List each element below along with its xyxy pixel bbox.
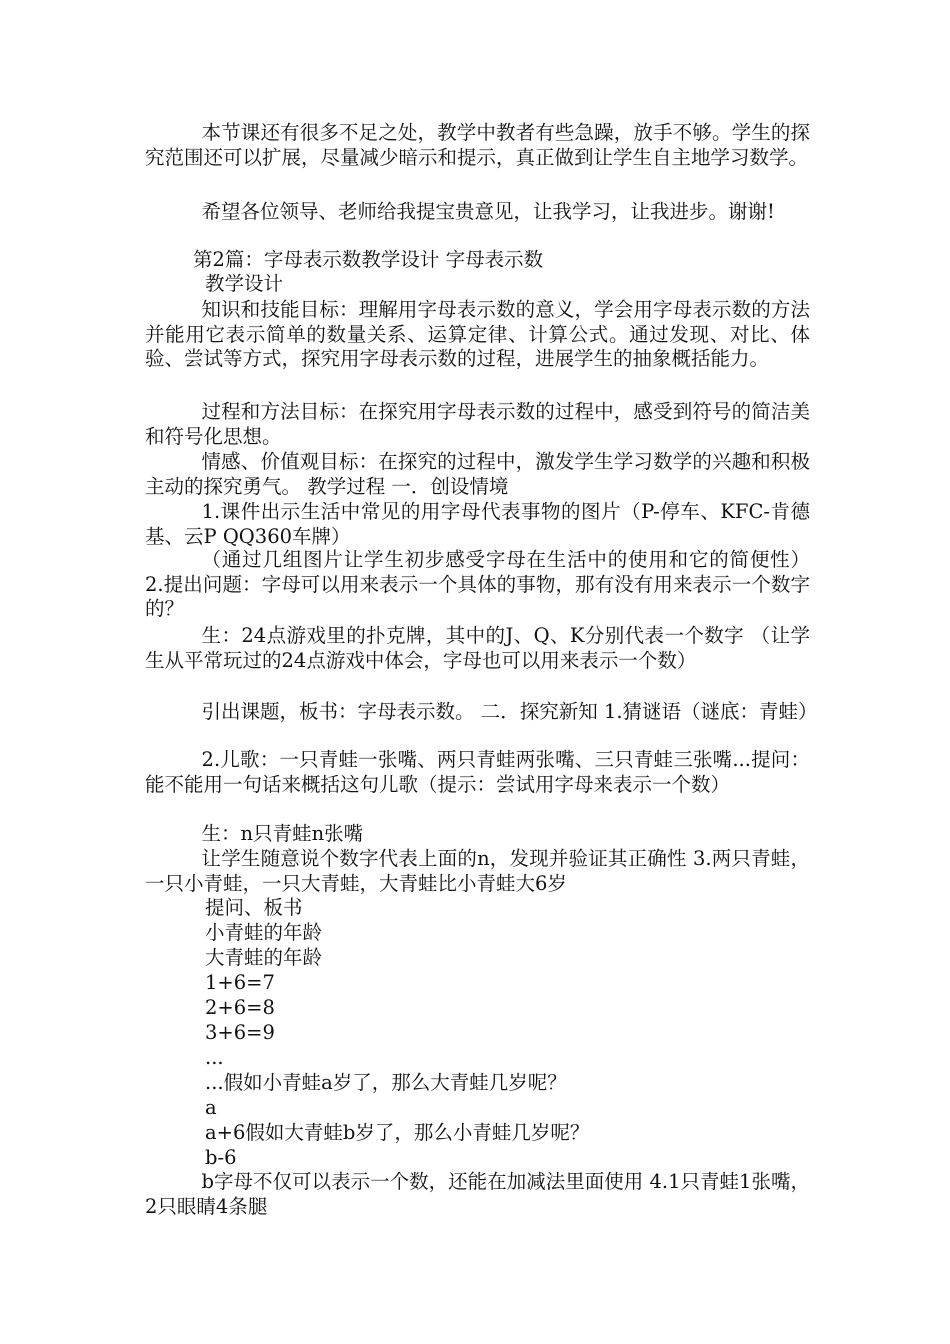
line-equation-2: 2+6=8 [205,996,275,1019]
section-heading: 第2篇：字母表示数教学设计 字母表示数 [193,248,544,271]
paragraph-knowledge-goal: 知识和技能目标：理解用字母表示数的意义，学会用字母表示数的方法并能用它表示简单的数量关系、运算定律、计算公式。通过发现、对比、体验、尝试等方式，探究用字母表示数的过程，进展学生的抽象概括能力。 [145,298,810,370]
line-a: a [205,1096,217,1119]
line-question: 提问、板书 [205,896,303,919]
line-small-frog-age: 小青蛙的年龄 [205,921,323,944]
line-if-small-a: ...假如小青蛙a岁了，那么大青蛙几岁呢？ [205,1071,567,1094]
paragraph-letters-conclusion: b字母不仅可以表示一个数，还能在加减法里面使用 4.1只青蛙1张嘴，2只眼睛4条腿 [145,1170,810,1218]
paragraph-process-goal: 过程和方法目标：在探究用字母表示数的过程中，感受到符号的简洁美和符号化思想。 [145,400,810,448]
paragraph-rhyme: 2.儿歌：一只青蛙一张嘴、两只青蛙两张嘴、三只青蛙三张嘴...提问：能不能用一句话来概括这句儿歌（提示：尝试用字母来表示一个数） [145,748,810,796]
line-b-minus-6: b-6 [205,1146,237,1169]
paragraph-step-1: 1.课件出示生活中常见的用字母代表事物的图片（P-停车、KFC-肯德基、云P QQ360车牌） [145,500,810,548]
line-equation-1: 1+6=7 [205,971,275,994]
subheading-teaching-design: 教学设计 [205,272,284,295]
paragraph-reflection: 本节课还有很多不足之处，教学中教者有些急躁，放手不够。学生的探究范围还可以扩展，尽量减少暗示和提示，真正做到让学生自主地学习数学。 [145,121,810,169]
paragraph-thanks: 希望各位领导、老师给我提宝贵意见，让我学习，让我进步。谢谢! [201,200,775,223]
paragraph-student-n: 生：n只青蛙n张嘴 [201,822,364,845]
paragraph-emotion-goal: 情感、价值观目标：在探究的过程中，激发学生学习数学的兴趣和积极主动的探究勇气。 教学过程 一．创设情境 [145,450,810,498]
paragraph-verify: 让学生随意说个数字代表上面的n，发现并验证其正确性 3.两只青蛙，一只小青蛙，一只大青蛙，大青蛙比小青蛙大6岁 [145,847,810,895]
line-big-frog-age: 大青蛙的年龄 [205,946,323,969]
line-ellipsis: ... [205,1046,224,1069]
paragraph-step-2: （通过几组图片让学生初步感受字母在生活中的使用和它的简便性） 2.提出问题：字母可以用来表示一个具体的事物，那有没有用来表示一个数字的？ [145,548,810,620]
line-equation-3: 3+6=9 [205,1021,275,1044]
line-a-plus-6: a+6假如大青蛙b岁了，那么小青蛙几岁呢？ [205,1121,590,1144]
paragraph-student-answer: 生：24点游戏里的扑克牌，其中的J、Q、K分别代表一个数字 （让学生从平常玩过的24点游戏中体会，字母也可以用来表示一个数） [145,624,810,672]
paragraph-lesson-title: 引出课题，板书：字母表示数。 二．探究新知 1.猜谜语（谜底：青蛙） [201,700,818,723]
